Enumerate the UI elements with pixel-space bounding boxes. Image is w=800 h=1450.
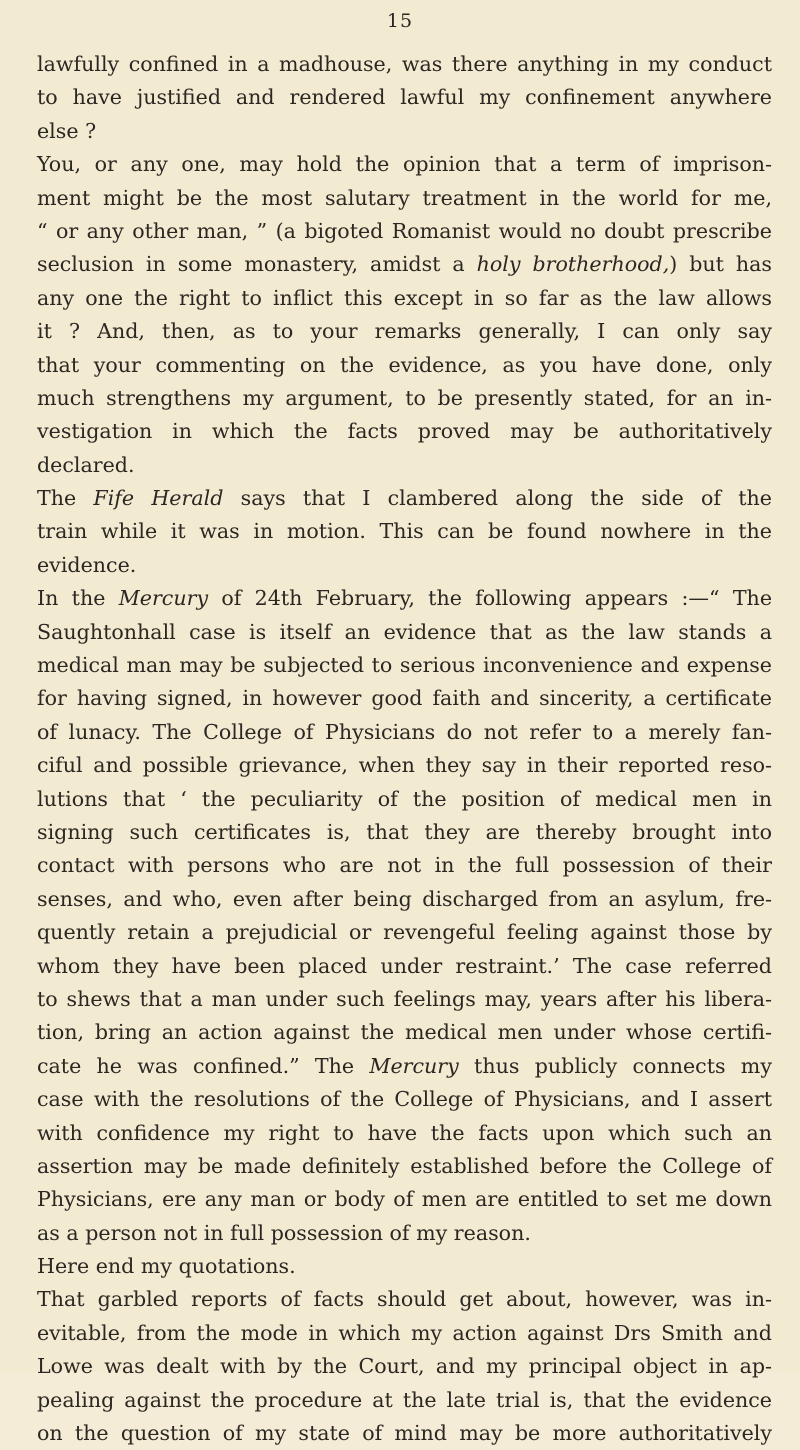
text-line — [37, 248, 772, 281]
text-line — [37, 1217, 772, 1250]
text-line — [37, 916, 772, 949]
text-line — [37, 1016, 772, 1049]
text-line — [37, 315, 772, 348]
text-line-segment: train while it was in motion. This can be found nowhere in the — [37, 519, 772, 544]
text-line — [37, 983, 772, 1016]
text-line-segment: vestigation in which the facts proved may be authoritatively — [37, 419, 772, 444]
text-line-segment: any one the right to inflict this except in so far as the law allows — [37, 285, 772, 310]
text-line-segment: ciful and possible grievance, when they say in their reported reso- — [37, 753, 772, 778]
text-line — [37, 482, 772, 515]
text-line-segment: Here end my quotations. — [37, 1254, 296, 1279]
text-line — [37, 1117, 772, 1150]
text-line-segment: case with the resolutions of the College of Physicians, and I assert — [37, 1087, 772, 1112]
text-line-segment: signing such certificates is, that they are thereby brought into — [37, 819, 772, 844]
text-line — [37, 616, 772, 649]
text-line-segment: else ? — [37, 118, 97, 143]
text-line-segment: tion, bring an action against the medical men under whose certifi- — [37, 1020, 772, 1045]
text-line-segment: that your commenting on the evidence, as you have done, only — [37, 352, 772, 377]
text-line-segment: Physicians, ere any man or body of men are entitled to set me down — [37, 1187, 772, 1212]
text-line — [37, 950, 772, 983]
italic-title: Mercury — [118, 586, 209, 611]
text-line — [37, 682, 772, 715]
text-line-segment: as a person not in full possession of my reason. — [37, 1220, 531, 1245]
text-line — [37, 1283, 772, 1316]
text-line-segment: lutions that ‘ the peculiarity of the position of medical men in — [37, 786, 772, 811]
text-line — [37, 415, 772, 448]
text-line — [37, 1317, 772, 1350]
text-line-segment: to shews that a man under such feelings may, years after his libera- — [37, 986, 772, 1011]
text-line — [37, 716, 772, 749]
text-line-segment: with confidence my right to have the facts upon which such an — [37, 1120, 772, 1145]
text-line — [37, 382, 772, 415]
text-line — [37, 1083, 772, 1116]
text-line — [37, 1417, 772, 1450]
text-line — [37, 215, 772, 248]
text-line-segment: lawfully confined in a madhouse, was there anything in my conduct — [37, 52, 772, 76]
text-line — [37, 883, 772, 916]
text-line-segment: The — [37, 486, 94, 511]
text-line — [37, 81, 772, 114]
text-line-segment: You, or any one, may hold the opinion that a term of imprison- — [37, 152, 772, 177]
body-text — [37, 48, 772, 1450]
text-line — [37, 582, 772, 615]
text-line — [37, 449, 772, 482]
text-line — [37, 48, 772, 81]
text-line — [37, 182, 772, 215]
text-line-segment: Lowe was dealt with by the Court, and my principal object in ap- — [37, 1354, 772, 1379]
text-line-segment: senses, and who, even after being discharged from an asylum, fre- — [37, 886, 772, 911]
text-line-segment: evitable, from the mode in which my action against Drs Smith and — [37, 1320, 772, 1345]
text-line — [37, 349, 772, 382]
text-line — [37, 1250, 772, 1283]
text-line-segment: whom they have been placed under restraint.’ The case referred — [37, 953, 772, 978]
text-line-segment: ment might be the most salutary treatment in the world for me, — [37, 185, 772, 210]
text-line — [37, 849, 772, 882]
text-line — [37, 515, 772, 548]
text-line-segment: much strengthens my argument, to be presently stated, for an in- — [37, 385, 772, 410]
text-line — [37, 1150, 772, 1183]
text-line — [37, 649, 772, 682]
text-line-segment: quently retain a prejudicial or revengeful feeling against those by — [37, 920, 772, 945]
italic-title: Fife Herald — [93, 486, 224, 511]
text-line — [37, 549, 772, 582]
text-line-segment: pealing against the procedure at the late trial is, that the evidence — [37, 1387, 772, 1412]
text-line — [37, 816, 772, 849]
text-line-segment: it ? And, then, as to your remarks generally, I can only say — [37, 319, 772, 344]
text-line — [37, 1050, 772, 1083]
text-line-segment: evidence. — [37, 552, 137, 577]
italic-title: Mercury — [369, 1053, 459, 1078]
text-line-segment: assertion may be made definitely established before the College of — [37, 1153, 772, 1178]
text-line-segment: to have justified and rendered lawful my confinement anywhere — [37, 85, 772, 110]
text-line-segment: “ or any other man, ” (a bigoted Romanist would no doubt prescribe — [37, 218, 772, 243]
text-line — [37, 1183, 772, 1216]
text-line-segment: Saughtonhall case is itself an evidence that as the law stands a — [37, 619, 772, 644]
text-line-segment: thus publicly connects my — [458, 1053, 772, 1078]
text-line-segment: ) but has — [669, 252, 772, 277]
text-line — [37, 749, 772, 782]
text-line — [37, 783, 772, 816]
text-line-segment: contact with persons who are not in the full possession of their — [37, 853, 772, 878]
text-line-segment: medical man may be subjected to serious inconvenience and expense — [37, 653, 772, 678]
text-line-segment: says that I clambered along the side of the — [223, 486, 772, 511]
text-line-segment: declared. — [37, 452, 135, 477]
text-line-segment: for having signed, in however good faith and sincerity, a certificate — [37, 686, 772, 711]
italic-title: holy brotherhood, — [476, 252, 670, 277]
text-line-segment: That garbled reports of facts should get about, however, was in- — [37, 1287, 772, 1312]
text-line-segment: of 24th February, the following appears :—“ The — [208, 586, 773, 611]
page-number: 15 — [386, 10, 414, 32]
text-line — [37, 115, 772, 148]
text-line-segment: on the question of my state of mind may be more authoritatively — [37, 1421, 772, 1446]
text-line-segment: In the — [37, 586, 119, 611]
text-line-segment: cate he was confined.” The — [37, 1053, 370, 1078]
text-line-segment: seclusion in some monastery, amidst a — [37, 252, 477, 277]
text-line — [37, 1350, 772, 1383]
text-line — [37, 282, 772, 315]
text-line — [37, 148, 772, 181]
text-line-segment: of lunacy. The College of Physicians do not refer to a merely fan- — [37, 719, 772, 744]
text-line — [37, 1384, 772, 1417]
